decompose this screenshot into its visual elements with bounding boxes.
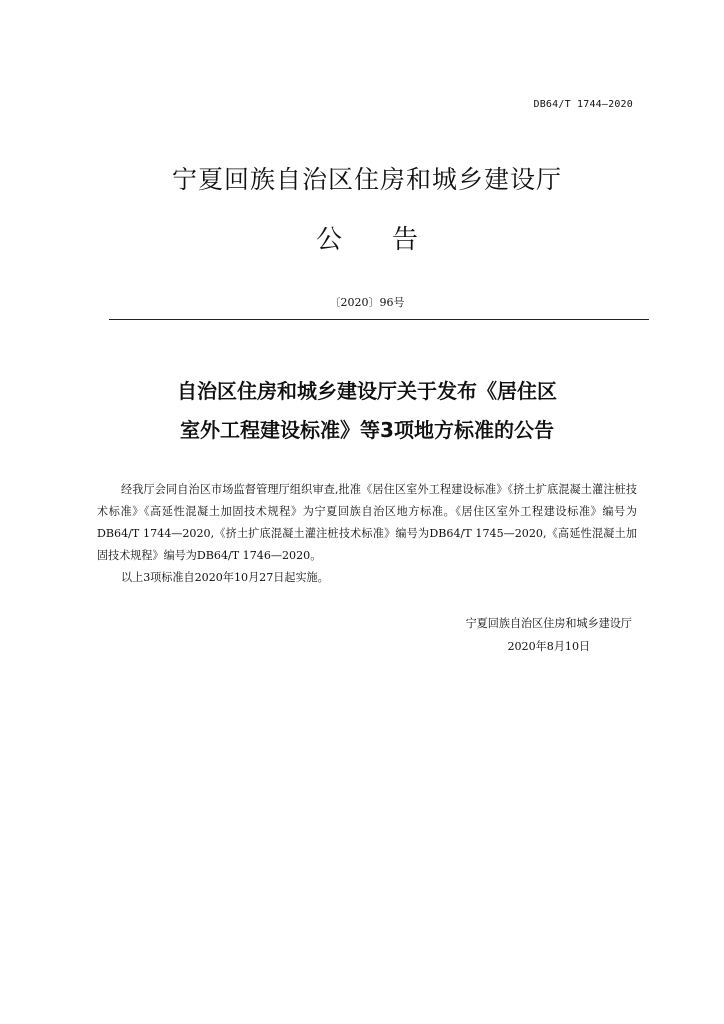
signature-block [466, 612, 632, 658]
notice-heading [0, 219, 724, 256]
document-code: DB64/T 1744—2020 [533, 99, 633, 110]
document-body [97, 479, 637, 589]
notice-heading-char-1: 公 [315, 225, 342, 255]
document-title-line-1: 自治区住房和城乡建设厅关于发布《居住区 [177, 379, 557, 403]
document-title-line-2: 室外工程建设标准》等3项地方标准的公告 [180, 418, 554, 442]
header-divider [109, 319, 649, 320]
body-paragraph: 以上3项标准自2020年10月27日起实施。 [121, 571, 329, 584]
signature-date: 2020年8月10日 [507, 640, 591, 653]
notice-number: 〔2020〕96号 [329, 296, 405, 309]
body-paragraph: 经我厅会同自治区市场监督管理厅组织审查,批准《居住区室外工程建设标准》《挤土扩底混凝土灌注桩技术标准》《高延性混凝土加固技术规程》为宁夏回族自治区地方标准。《居住区室外工程建设标准》编号为DB64/T 1744—2020,《挤土扩底混凝土灌注桩技术标准》编号为DB64/T 1745—2020,《高延性混凝土加固技术规程》编号为DB64/T 1746—2020。 [97, 483, 637, 562]
signature-organization: 宁夏回族自治区住房和城乡建设厅 [465, 617, 632, 630]
issuer-title: 宁夏回族自治区住房和城乡建设厅 [171, 165, 562, 194]
document-title [0, 372, 724, 450]
notice-heading-char-2: 告 [392, 225, 419, 255]
